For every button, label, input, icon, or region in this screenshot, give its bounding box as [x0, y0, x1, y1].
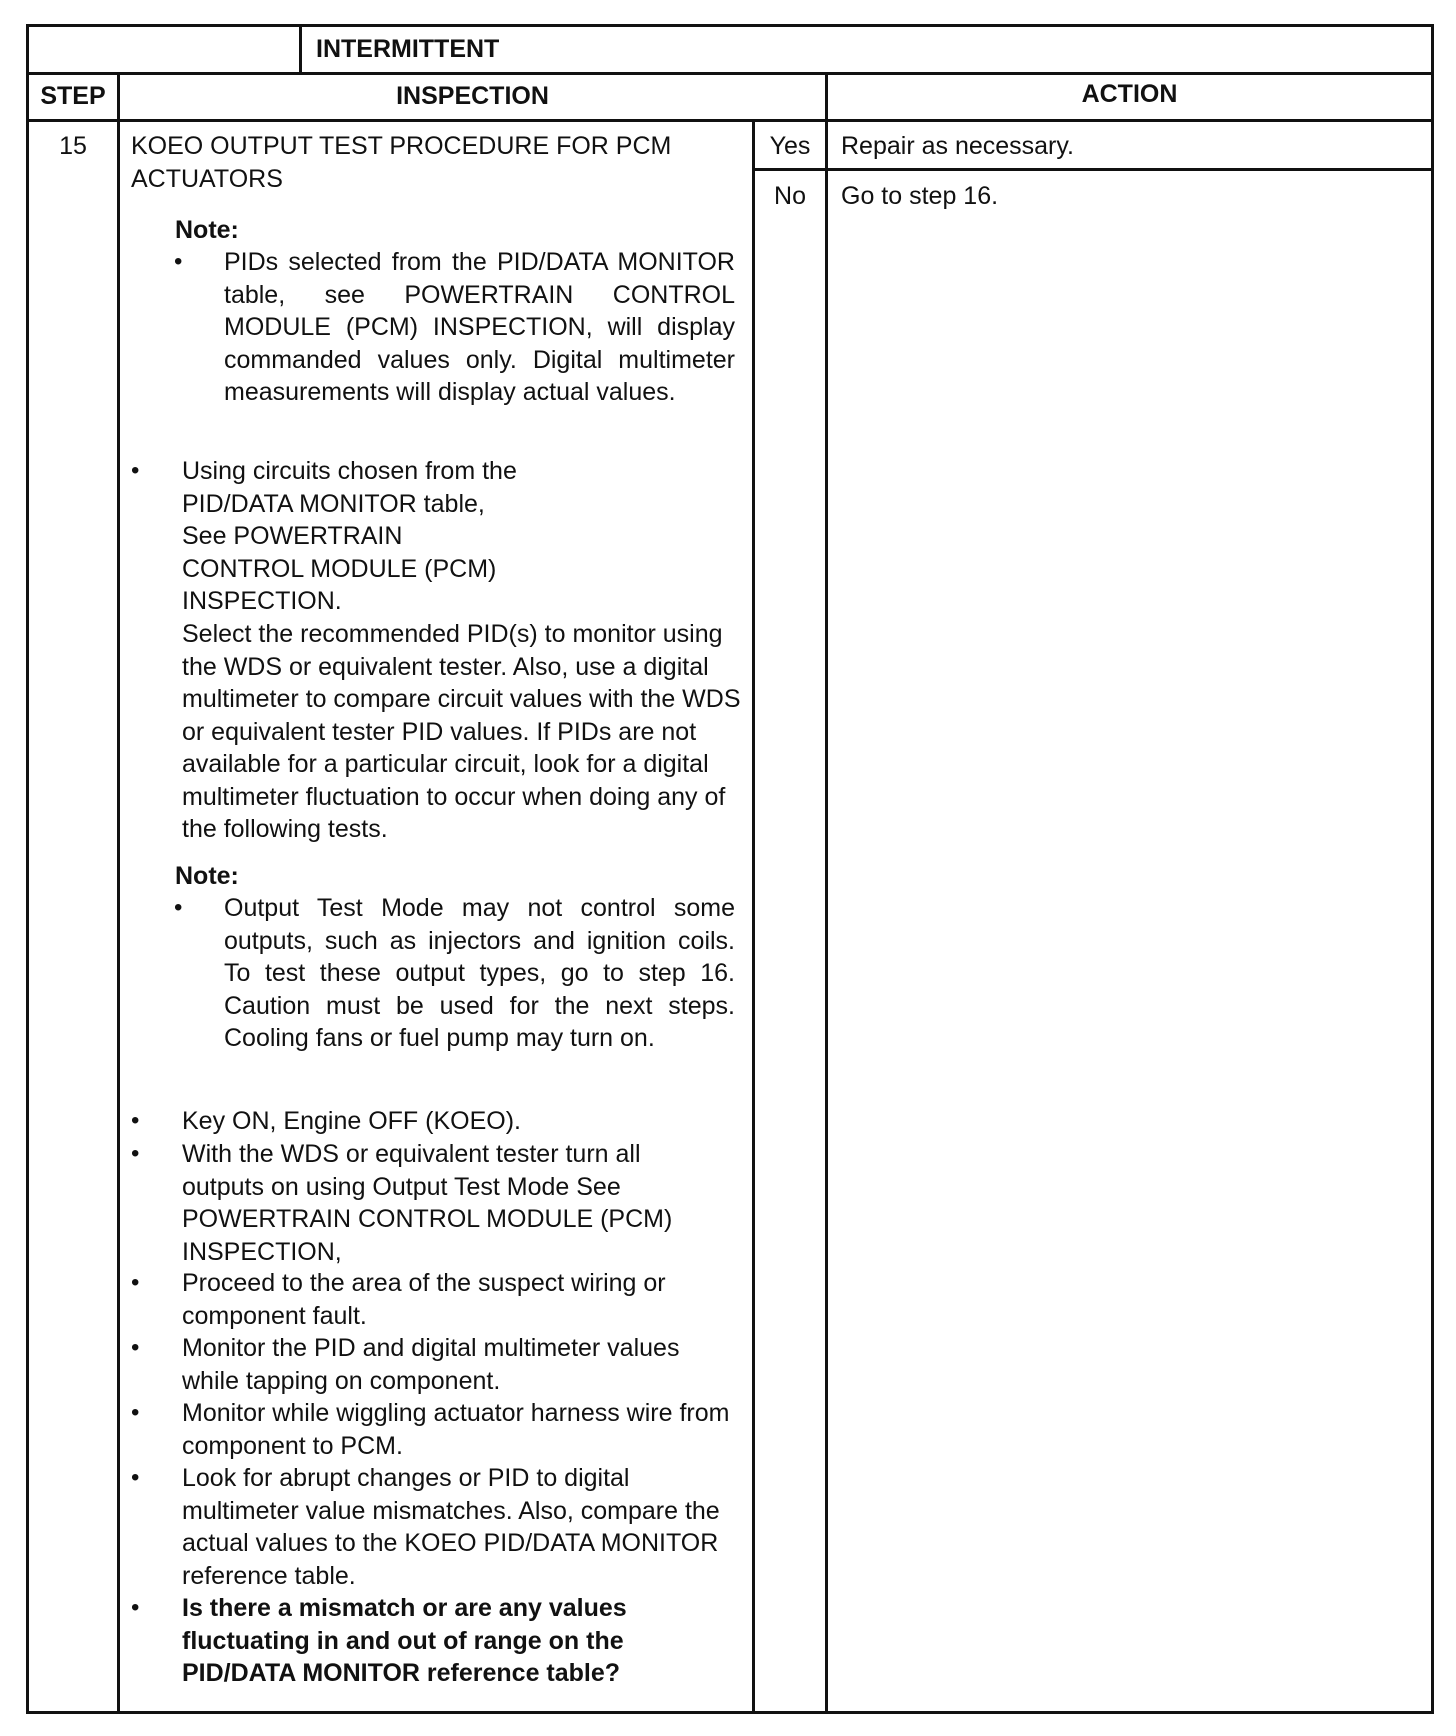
- section-title: INTERMITTENT: [316, 35, 500, 63]
- bullet-1-text: Using circuits chosen from the PID/DATA MONITOR table, See POWERTRAIN CONTROL MODULE (PCM) INSPECTION.: [182, 457, 517, 615]
- instruction-paragraph: Select the recommended PID(s) to monitor using the WDS or equivalent tester. Also, use a digital multimeter to compare circuit values with the WDS or equivalent tester PID values. If PIDs are not available for a particular circuit, look for a digital multimeter fluctuation to occur when doing any of the following tests.: [182, 620, 741, 843]
- note-1-label: Note:: [175, 216, 239, 244]
- inspection-action-divider: [825, 72, 828, 1714]
- action-header: ACTION: [1081, 80, 1178, 108]
- bullet-4-icon: •: [131, 1269, 140, 1296]
- bullet-5-icon: •: [131, 1334, 140, 1361]
- header-row-divider: [26, 119, 1434, 122]
- note-1-text: PIDs selected from the PID/DATA MONITOR table, see POWERTRAIN CONTROL MODULE (PCM) INSPECTION, will display commanded values only. Digital multimeter measurements will display actual values.: [224, 248, 735, 406]
- question-bullet-icon: •: [131, 1594, 140, 1621]
- note-2-label: Note:: [175, 862, 239, 890]
- bullet-7-icon: •: [131, 1464, 140, 1491]
- bullet-6-text: Monitor while wiggling actuator harness wire from component to PCM.: [182, 1399, 730, 1460]
- answer-no-action: Go to step 16.: [841, 182, 999, 210]
- bullet-2-icon: •: [131, 1107, 140, 1134]
- answer-yes-label: Yes: [769, 132, 811, 160]
- note-2-bullet-icon: •: [174, 894, 183, 921]
- title-cell-divider: [299, 24, 302, 74]
- bullet-7-text: Look for abrupt changes or PID to digital multimeter value mismatches. Also, compare the actual values to the KOEO PID/DATA MONITOR reference table.: [182, 1464, 720, 1590]
- title-row-divider: [26, 72, 1434, 75]
- inspection-answer-divider: [752, 119, 755, 1714]
- answer-row-divider: [752, 168, 1434, 171]
- bullet-5-text: Monitor the PID and digital multimeter values while tapping on component.: [182, 1334, 680, 1395]
- bullet-3-icon: •: [131, 1140, 140, 1167]
- bullet-3-text: With the WDS or equivalent tester turn all outputs on using Output Test Mode See POWERTRAIN CONTROL MODULE (PCM) INSPECTION,: [182, 1140, 673, 1266]
- bullet-4-text: Proceed to the area of the suspect wiring or component fault.: [182, 1269, 666, 1330]
- step-title: KOEO OUTPUT TEST PROCEDURE FOR PCM ACTUATORS: [131, 132, 672, 193]
- inspection-header: INSPECTION: [396, 82, 549, 110]
- note-1-bullet-icon: •: [174, 248, 183, 275]
- bullet-2-text: Key ON, Engine OFF (KOEO).: [182, 1107, 521, 1135]
- answer-yes-action: Repair as necessary.: [841, 132, 1074, 160]
- bullet-6-icon: •: [131, 1399, 140, 1426]
- bullet-1-icon: •: [131, 457, 140, 484]
- question-text: Is there a mismatch or are any values fluctuating in and out of range on the PID/DATA MONITOR reference table?: [182, 1594, 627, 1687]
- note-2-text: Output Test Mode may not control some outputs, such as injectors and ignition coils. To test these output types, go to step 16. Caution must be used for the next steps. Cooling fans or fuel pump may turn on.: [224, 894, 735, 1052]
- step-column-divider: [117, 72, 120, 1714]
- step-header: STEP: [40, 82, 106, 110]
- step-number: 15: [59, 132, 87, 160]
- answer-no-label: No: [774, 182, 806, 210]
